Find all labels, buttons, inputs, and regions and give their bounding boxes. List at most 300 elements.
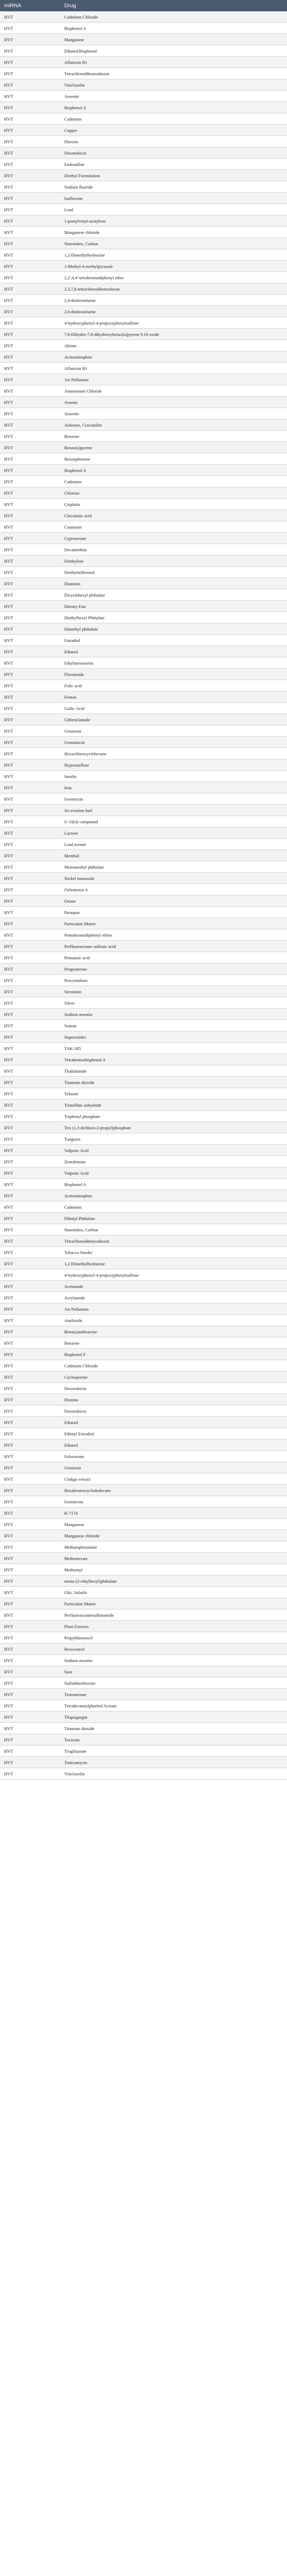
cell-mirna: HVT <box>0 907 60 918</box>
cell-drug: Ginkgo extract <box>60 1473 287 1485</box>
cell-mirna: HVT <box>0 1303 60 1315</box>
cell-mirna: HVT <box>0 1145 60 1156</box>
table-row <box>0 1111 287 1122</box>
cell-drug: Cadmium Chloride <box>60 1360 287 1371</box>
cell-drug: Ethylnitrosourea <box>60 657 287 669</box>
cell-drug: Manganese chloride <box>60 1530 287 1541</box>
table-row <box>0 1179 287 1190</box>
cell-drug: Doxorubicin <box>60 1405 287 1417</box>
cell-drug: Diethylene <box>60 555 287 567</box>
table-row <box>0 555 287 567</box>
table-row <box>0 578 287 589</box>
cell-mirna: HVT <box>0 419 60 431</box>
cell-mirna: HVT <box>0 57 60 68</box>
cell-mirna: HVT <box>0 329 60 340</box>
table-row <box>0 431 287 442</box>
cell-drug: Doxorubicin <box>60 1383 287 1394</box>
cell-drug: K-7174 <box>60 1507 287 1519</box>
table-row <box>0 1564 287 1575</box>
cell-drug: Diethylstilbestrol <box>60 567 287 578</box>
cell-mirna: HVT <box>0 1179 60 1190</box>
cell-mirna: HVT <box>0 680 60 691</box>
cell-drug: Aflatoxin B1 <box>60 363 287 374</box>
cell-drug: Acetamide <box>60 1281 287 1292</box>
cell-drug: Flavonoids <box>60 669 287 680</box>
cell-drug: Fenton <box>60 691 287 703</box>
table-row <box>0 1575 287 1587</box>
table-row <box>0 907 287 918</box>
cell-drug: Dimethyl phthalate <box>60 623 287 635</box>
cell-drug: Decamethrin <box>60 544 287 555</box>
cell-mirna: HVT <box>0 181 60 193</box>
table-row <box>0 91 287 102</box>
cell-drug: Cisplatin <box>60 499 287 510</box>
cell-drug: Dioxins <box>60 1394 287 1405</box>
cell-drug: Sodium arsenite <box>60 1009 287 1020</box>
cell-drug: Bisphenol A <box>60 102 287 113</box>
cell-drug: Soot <box>60 1666 287 1677</box>
cell-mirna: HVT <box>0 45 60 57</box>
table-row <box>0 1700 287 1711</box>
cell-drug: Benzophenone <box>60 453 287 465</box>
table-row <box>0 181 287 193</box>
cell-drug: Lactose <box>60 827 287 839</box>
table-row <box>0 295 287 306</box>
cell-drug: Ammonium Chloride <box>60 385 287 397</box>
cell-mirna: HVT <box>0 1768 60 1780</box>
table-row <box>0 521 287 533</box>
cell-mirna: HVT <box>0 555 60 567</box>
table-row <box>0 351 287 363</box>
table-row <box>0 567 287 578</box>
cell-drug: Doxorubicin <box>60 147 287 159</box>
table-row <box>0 895 287 907</box>
table-row <box>0 510 287 521</box>
table-row <box>0 997 287 1009</box>
table-row <box>0 23 287 34</box>
cell-mirna: HVT <box>0 1723 60 1734</box>
table-row <box>0 159 287 170</box>
cell-mirna: HVT <box>0 1700 60 1711</box>
table-row <box>0 1349 287 1360</box>
cell-mirna: HVT <box>0 193 60 204</box>
cell-drug: Pentabromodiphenyl ethers <box>60 929 287 941</box>
cell-mirna: HVT <box>0 861 60 873</box>
cell-mirna: HVT <box>0 952 60 963</box>
cell-mirna: HVT <box>0 1292 60 1303</box>
cell-mirna: HVT <box>0 714 60 725</box>
cell-mirna: HVT <box>0 691 60 703</box>
cell-drug: Cyproterone <box>60 533 287 544</box>
table-row <box>0 272 287 283</box>
cell-mirna: HVT <box>0 1020 60 1031</box>
cell-drug: mono-(2-ethylhexyl)phthalate <box>60 1575 287 1587</box>
table-row <box>0 884 287 895</box>
cell-mirna: HVT <box>0 79 60 91</box>
cell-drug: Methotrexate <box>60 1553 287 1564</box>
cell-mirna: HVT <box>0 91 60 102</box>
table-row <box>0 748 287 759</box>
table-row <box>0 1201 287 1213</box>
cell-drug: Arsenite <box>60 408 287 419</box>
table-row <box>0 215 287 227</box>
cell-drug: Tunicamycin <box>60 1757 287 1768</box>
cell-drug: Insulin <box>60 771 287 782</box>
table-row <box>0 1417 287 1428</box>
cell-mirna: HVT <box>0 1621 60 1632</box>
cell-drug: Toluene <box>60 1088 287 1099</box>
table-row <box>0 1292 287 1303</box>
cell-drug: Bisphenol A <box>60 23 287 34</box>
cell-mirna: HVT <box>0 465 60 476</box>
cell-drug: Ochratoxin A <box>60 884 287 895</box>
table-row <box>0 1065 287 1077</box>
cell-drug: Troglitazone <box>60 1745 287 1757</box>
cell-drug: Chlorine <box>60 487 287 499</box>
cell-drug: Arsenite <box>60 91 287 102</box>
table-row <box>0 714 287 725</box>
cell-drug: Ethinyl Estradiol <box>60 1428 287 1439</box>
cell-mirna: HVT <box>0 1088 60 1099</box>
cell-mirna: HVT <box>0 1598 60 1609</box>
cell-mirna: HVT <box>0 1224 60 1235</box>
cell-mirna: HVT <box>0 397 60 408</box>
table-row <box>0 102 287 113</box>
cell-drug: Serotonin <box>60 986 287 997</box>
table-row <box>0 1281 287 1292</box>
table-row <box>0 1337 287 1349</box>
cell-drug: 4-hydroxyphenyl-4-propoxyphenylsulfone <box>60 317 287 329</box>
cell-mirna: HVT <box>0 261 60 272</box>
table-row <box>0 249 287 261</box>
cell-mirna: HVT <box>0 1564 60 1575</box>
table-row <box>0 827 287 839</box>
table-row <box>0 1485 287 1496</box>
cell-drug: Ivermectin <box>60 793 287 805</box>
cell-mirna: HVT <box>0 351 60 363</box>
table-row <box>0 1303 287 1315</box>
cell-drug: 1,2-Dimethylhydrazine <box>60 249 287 261</box>
table-row <box>0 487 287 499</box>
cell-drug: Glibenclamide <box>60 714 287 725</box>
table-row <box>0 533 287 544</box>
cell-drug: Ethanol <box>60 646 287 657</box>
cell-drug: 2,3,7,8-tetrachlorodibenzofuran <box>60 283 287 295</box>
cell-drug: Oils, Volatile <box>60 1587 287 1598</box>
cell-drug: Progesterone <box>60 963 287 975</box>
cell-drug: 1-pentylvinyl-acetylene <box>60 215 287 227</box>
cell-mirna: HVT <box>0 1099 60 1111</box>
table-row <box>0 1122 287 1133</box>
cell-drug: Acetaminophen <box>60 351 287 363</box>
cell-drug: Diethyl Formulation <box>60 170 287 181</box>
cell-mirna: HVT <box>0 1247 60 1258</box>
table-row <box>0 1088 287 1099</box>
table-row <box>0 363 287 374</box>
cell-drug: Air Pollutants <box>60 1303 287 1315</box>
cell-mirna: HVT <box>0 578 60 589</box>
table-row <box>0 57 287 68</box>
table-row <box>0 11 287 23</box>
cell-mirna: HVT <box>0 238 60 249</box>
cell-mirna: HVT <box>0 533 60 544</box>
cell-mirna: HVT <box>0 102 60 113</box>
cell-drug: Manganese <box>60 1519 287 1530</box>
cell-mirna: HVT <box>0 567 60 578</box>
table-row <box>0 499 287 510</box>
table-row <box>0 1077 287 1088</box>
table-row <box>0 125 287 136</box>
cell-mirna: HVT <box>0 1451 60 1462</box>
cell-mirna: HVT <box>0 703 60 714</box>
table-row <box>0 1598 287 1609</box>
table-row <box>0 816 287 827</box>
cell-mirna: HVT <box>0 1190 60 1201</box>
table-row <box>0 45 287 57</box>
cell-drug: 1,2-Dimethylhydrazine <box>60 1258 287 1269</box>
cell-mirna: HVT <box>0 1281 60 1292</box>
table-row <box>0 1734 287 1745</box>
cell-drug: Nickel monoxide <box>60 873 287 884</box>
cell-mirna: HVT <box>0 1326 60 1337</box>
cell-drug: Ethanol <box>60 1417 287 1428</box>
table-row <box>0 1587 287 1598</box>
cell-mirna: HVT <box>0 204 60 215</box>
cell-mirna: HVT <box>0 113 60 125</box>
table-row <box>0 68 287 79</box>
table-row <box>0 975 287 986</box>
cell-drug: Valproic Acid <box>60 1145 287 1156</box>
cell-drug: Folic acid <box>60 680 287 691</box>
table-row <box>0 873 287 884</box>
cell-drug: 7,8-Dihydro-7,8-dihydroxybenzo[a]pyrene 9,10-oxide <box>60 329 287 340</box>
table-row <box>0 1383 287 1394</box>
cell-mirna: HVT <box>0 227 60 238</box>
table-row <box>0 317 287 329</box>
table-row <box>0 963 287 975</box>
cell-drug: Ethanol/Bisphenol <box>60 45 287 57</box>
table-row <box>0 419 287 431</box>
table-row <box>0 340 287 351</box>
cell-drug: Perfluorooctanesulfonamide <box>60 1609 287 1621</box>
cell-drug: Aflatoxin B1 <box>60 57 287 68</box>
cell-mirna: HVT <box>0 1734 60 1745</box>
cell-drug: Arsenic <box>60 397 287 408</box>
table-row <box>0 136 287 147</box>
cell-drug: Diethylhexyl Phthalate <box>60 612 287 623</box>
table-row <box>0 1677 287 1689</box>
cell-mirna: HVT <box>0 499 60 510</box>
cell-drug: Benzene <box>60 431 287 442</box>
table-row <box>0 1768 287 1780</box>
cell-drug: Dicyclohexyl phthalate <box>60 589 287 601</box>
table-row <box>0 238 287 249</box>
cell-mirna: HVT <box>0 1609 60 1621</box>
cell-drug: Acrylamide <box>60 1292 287 1303</box>
cell-mirna: HVT <box>0 816 60 827</box>
table-row <box>0 1190 287 1201</box>
table-row <box>0 918 287 929</box>
cell-mirna: HVT <box>0 1496 60 1507</box>
cell-drug: TAK-385 <box>60 1043 287 1054</box>
table-row <box>0 737 287 748</box>
cell-drug: Tetrabromobisphenol A <box>60 1054 287 1065</box>
table-row <box>0 759 287 771</box>
cell-drug: Tetrachlorodibenzodioxin <box>60 68 287 79</box>
table-row <box>0 589 287 601</box>
table-row <box>0 147 287 159</box>
table-row <box>0 1043 287 1054</box>
table-row <box>0 657 287 669</box>
table-row <box>0 1156 287 1167</box>
cell-mirna: HVT <box>0 510 60 521</box>
header-mirna: miRNA <box>0 0 60 11</box>
cell-drug: Genistein <box>60 1462 287 1473</box>
cell-mirna: HVT <box>0 295 60 306</box>
cell-mirna: HVT <box>0 1655 60 1666</box>
table-row <box>0 1632 287 1643</box>
cell-drug: Pentanoic acid <box>60 952 287 963</box>
table-row <box>0 1462 287 1473</box>
table-row <box>0 1723 287 1734</box>
table-row <box>0 1269 287 1281</box>
cell-mirna: HVT <box>0 771 60 782</box>
cell-drug: Isoflavone <box>60 193 287 204</box>
cell-mirna: HVT <box>0 1337 60 1349</box>
table-row <box>0 623 287 635</box>
table-row <box>0 544 287 555</box>
table-row <box>0 703 287 714</box>
table-row <box>0 1009 287 1020</box>
table-row <box>0 1473 287 1485</box>
cell-drug: Estradiol <box>60 635 287 646</box>
cell-mirna: HVT <box>0 612 60 623</box>
cell-drug: 2,4-dinitrotoluene <box>60 295 287 306</box>
cell-drug: Benzene <box>60 1337 287 1349</box>
cell-drug: Cadmium <box>60 476 287 487</box>
cell-mirna: HVT <box>0 1201 60 1213</box>
table-row <box>0 1541 287 1553</box>
cell-drug: Tris (1,3-dichloro-2-propyl)phosphate <box>60 1122 287 1133</box>
cell-drug: Nanotubes, Carbon <box>60 1224 287 1235</box>
cell-drug: 4-hydroxyphenyl-4-propoxyphenylsulfone <box>60 1269 287 1281</box>
cell-drug: Thalidomide <box>60 1065 287 1077</box>
cell-mirna: HVT <box>0 1462 60 1473</box>
cell-drug: Methomyl <box>60 1564 287 1575</box>
cell-drug: Endosulfan <box>60 159 287 170</box>
cell-mirna: HVT <box>0 669 60 680</box>
cell-drug: Jet aviation fuel <box>60 805 287 816</box>
cell-mirna: HVT <box>0 1632 60 1643</box>
cell-mirna: HVT <box>0 737 60 748</box>
cell-mirna: HVT <box>0 487 60 499</box>
cell-drug: Abrine <box>60 340 287 351</box>
cell-mirna: HVT <box>0 1507 60 1519</box>
cell-mirna: HVT <box>0 431 60 442</box>
cell-mirna: HVT <box>0 635 60 646</box>
cell-drug: Sulfadimethoxine <box>60 1677 287 1689</box>
cell-drug: Sodium arsenite <box>60 1655 287 1666</box>
cell-mirna: HVT <box>0 1757 60 1768</box>
cell-drug: Benzo(a)pyrene <box>60 442 287 453</box>
table-row <box>0 1405 287 1417</box>
cell-mirna: HVT <box>0 283 60 295</box>
table-row <box>0 329 287 340</box>
cell-mirna: HVT <box>0 11 60 23</box>
cell-mirna: HVT <box>0 1258 60 1269</box>
cell-mirna: HVT <box>0 1677 60 1689</box>
table-row <box>0 1553 287 1564</box>
table-row <box>0 453 287 465</box>
cell-drug: Thapsigargin <box>60 1711 287 1723</box>
table-row <box>0 1507 287 1519</box>
cell-mirna: HVT <box>0 521 60 533</box>
cell-mirna: HVT <box>0 442 60 453</box>
cell-mirna: HVT <box>0 1156 60 1167</box>
table-row <box>0 193 287 204</box>
cell-drug: Particulate Matter <box>60 1598 287 1609</box>
cell-drug: Bisphenol A <box>60 465 287 476</box>
table-row <box>0 805 287 816</box>
table-row <box>0 261 287 272</box>
table-row <box>0 1167 287 1179</box>
header-row <box>0 0 287 11</box>
table-row <box>0 465 287 476</box>
cell-mirna: HVT <box>0 170 60 181</box>
cell-drug: Lead acetate <box>60 839 287 850</box>
cell-mirna: HVT <box>0 363 60 374</box>
cell-drug: Hypromellose <box>60 759 287 771</box>
table-row <box>0 1530 287 1541</box>
cell-mirna: HVT <box>0 929 60 941</box>
table-row <box>0 1689 287 1700</box>
cell-mirna: HVT <box>0 657 60 669</box>
cell-mirna: HVT <box>0 827 60 839</box>
cell-drug: Diazinon <box>60 578 287 589</box>
cell-drug: Lead <box>60 204 287 215</box>
cell-mirna: HVT <box>0 68 60 79</box>
cell-drug: Dibutyl Phthalate <box>60 1213 287 1224</box>
cell-mirna: HVT <box>0 884 60 895</box>
cell-mirna: HVT <box>0 850 60 861</box>
table-row <box>0 601 287 612</box>
table-row <box>0 669 287 680</box>
table-row <box>0 1054 287 1065</box>
cell-drug: Testosterone <box>60 1689 287 1700</box>
table-row <box>0 1428 287 1439</box>
cell-drug: Manganese <box>60 34 287 45</box>
cell-drug: Benz(a)anthracene <box>60 1326 287 1337</box>
table-row <box>0 1496 287 1507</box>
cell-mirna: HVT <box>0 1009 60 1020</box>
cell-mirna: HVT <box>0 306 60 317</box>
table-row <box>0 1133 287 1145</box>
cell-drug: Sodium fluoride <box>60 181 287 193</box>
cell-drug: Cadmium <box>60 113 287 125</box>
cell-drug: Cyclosporine <box>60 1371 287 1383</box>
cell-mirna: HVT <box>0 23 60 34</box>
cell-drug: Bisphenol F <box>60 1349 287 1360</box>
table-row <box>0 1258 287 1269</box>
table-row <box>0 1326 287 1337</box>
cell-drug: Ozone <box>60 895 287 907</box>
table-row <box>0 1666 287 1677</box>
cell-mirna: HVT <box>0 782 60 793</box>
cell-mirna: HVT <box>0 918 60 929</box>
table-row <box>0 170 287 181</box>
cell-drug: Tobacco Smoke <box>60 1247 287 1258</box>
cell-drug: Silver <box>60 997 287 1009</box>
